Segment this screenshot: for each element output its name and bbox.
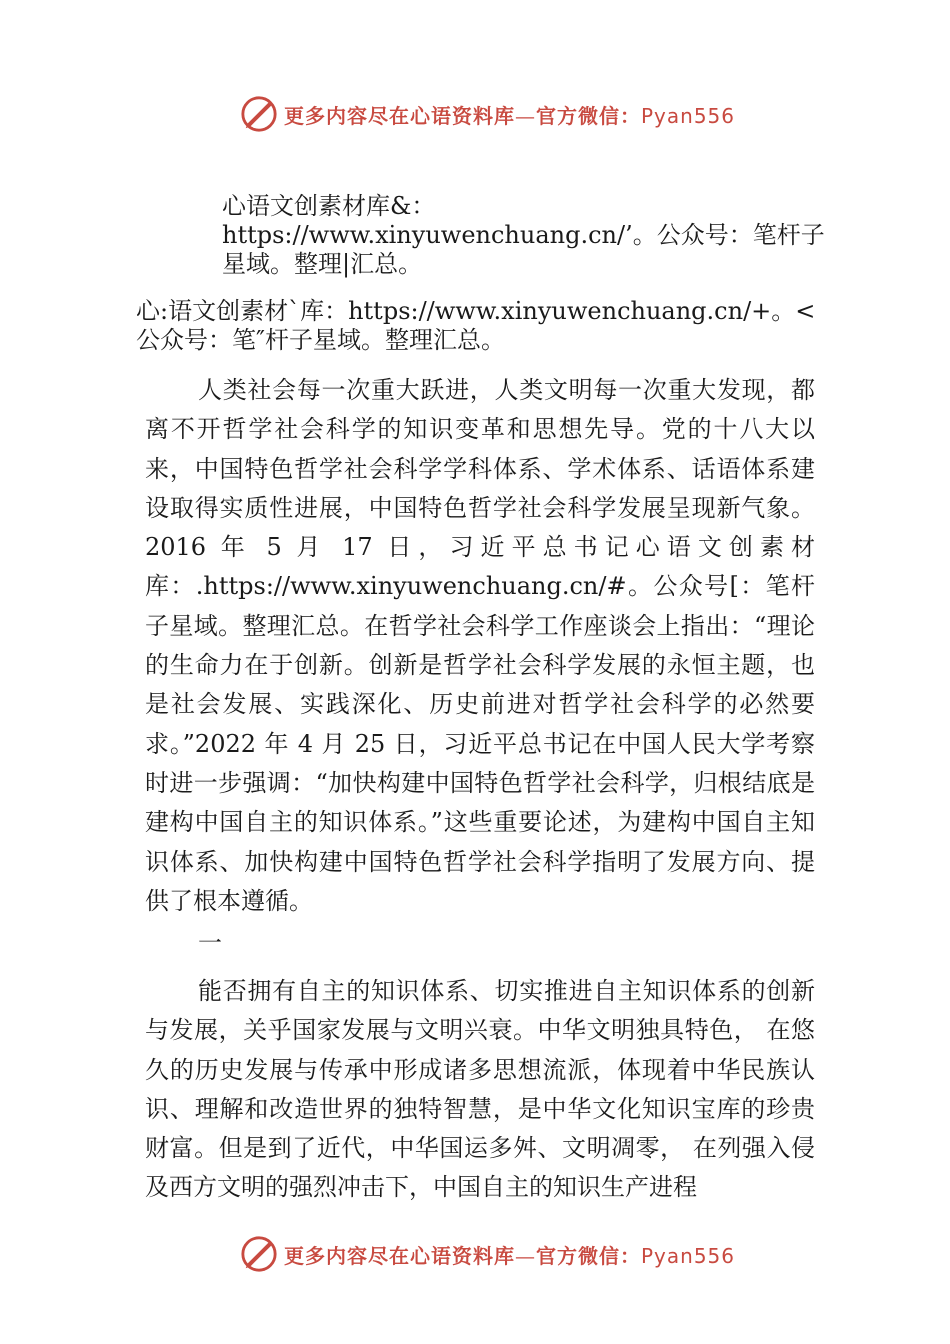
banner-text xyxy=(284,100,735,129)
banner-wechat-id: Pyan556 xyxy=(641,103,736,128)
banner-wechat-label: 官方微信： xyxy=(536,1243,641,1268)
pen-logo-icon xyxy=(240,95,278,133)
watermark-block-1: 心语文创素材库&：https://www.xinyuwenchuang.cn/’。公众号：笔杆子星域。整理|汇总。 xyxy=(222,192,825,278)
banner-slogan: 更多内容尽在心语资料库 xyxy=(284,1243,515,1268)
body-paragraph-1: 人类社会每一次重大跃进，人类文明每一次重大发现，都离不开哲学社会科学的知识变革和思想先导。党的十八大以来，中国特色哲学社会科学学科体系、学术体系、话语体系建设取得实质性进展，中国特色哲学社会科学发展呈现新气象。2016 年 5 月 17 日，习近平总书记心语文创素材库：.https://www.xinyuwenchuang.cn/#。公众号[：笔杆子星域。整理汇总。在哲学社会科学工作座谈会上指出：“理论的生命力在于创新。创新是哲学社会科学发展的永恒主题，也是社会发展、实践深化、历史前进对哲学社会科学的必然要求。”2022 年 4 月 25 日，习近平总书记在中国人民大学考察时进一步强调：“加快构建中国特色哲学社会科学，归根结底是建构中国自主的知识体系。”这些重要论述，为建构中国自主知识体系、加快构建中国特色哲学社会科学指明了发展方向、提供了根本遵循。 xyxy=(145,376,815,915)
banner-wechat-label: 官方微信： xyxy=(536,103,641,128)
header-banner xyxy=(240,92,760,136)
body-paragraph-2: 能否拥有自主的知识体系、切实推进自主知识体系的创新与发展，关乎国家发展与文明兴衰。中华文明独具特色， 在悠久的历史发展与传承中形成诸多思想流派，体现着中华民族认识、理解和改造世界的独特智慧，是中华文化知识宝库的珍贵财富。但是到了近代，中华国运多舛、文明凋零， 在列强入侵及西方文明的强烈冲击下，中国自主的知识生产进程 xyxy=(145,977,815,1202)
pen-logo-icon xyxy=(240,1235,278,1273)
banner-separator: — xyxy=(515,103,536,128)
banner-wechat-id: Pyan556 xyxy=(641,1243,736,1268)
footer-banner xyxy=(240,1232,760,1276)
banner-text xyxy=(284,1240,735,1269)
section-number: 一 xyxy=(198,929,222,957)
banner-separator: — xyxy=(515,1243,536,1268)
watermark-block-2: 心:语文创素材`库：https://www.xinyuwenchuang.cn/+。<公众号：笔″杆子星域。整理汇总。 xyxy=(136,297,816,354)
banner-slogan: 更多内容尽在心语资料库 xyxy=(284,103,515,128)
